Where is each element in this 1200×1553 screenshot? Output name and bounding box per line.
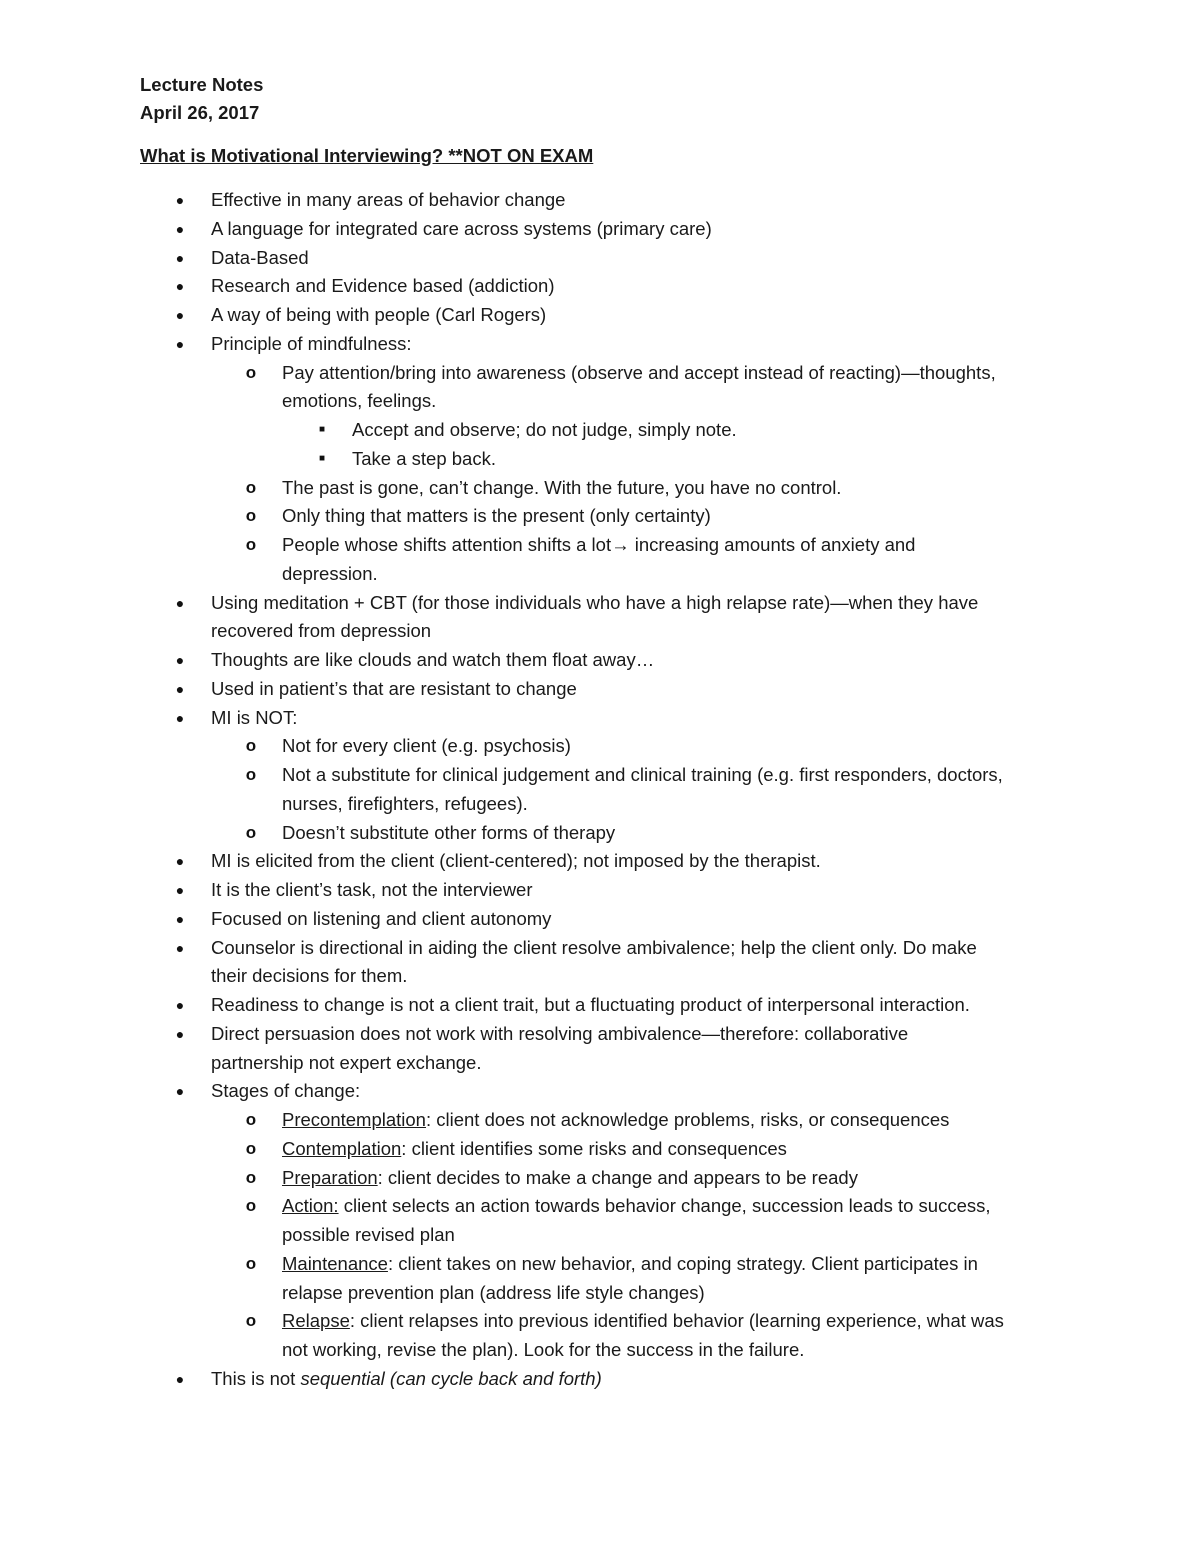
list-item-text xyxy=(282,387,436,416)
text-run: Data-Based xyxy=(211,246,309,268)
list-item xyxy=(0,732,1200,761)
bullet-marker: ● xyxy=(175,680,185,697)
bullet-marker: ● xyxy=(175,192,185,208)
text-run: emotions, feelings. xyxy=(282,390,437,412)
list-item-text xyxy=(211,330,412,359)
list-item-continuation xyxy=(0,1221,1200,1250)
list-item-continuation xyxy=(0,1049,1200,1078)
list-item xyxy=(0,905,1200,934)
list-item-text xyxy=(211,876,533,905)
text-run: : client identifies some risks and consequences xyxy=(401,1137,787,1159)
list-item xyxy=(0,215,1200,244)
list-item xyxy=(0,474,1200,503)
list-item xyxy=(0,1106,1200,1135)
text-run: : client does not acknowledge problems, risks, or consequences xyxy=(425,1109,950,1130)
list-item xyxy=(0,675,1200,704)
text-run: Focused on listening and client autonomy xyxy=(211,907,552,929)
text-run: Research and Evidence based (addiction) xyxy=(211,275,555,297)
stage-name: Action: xyxy=(282,1195,339,1217)
list-item-text xyxy=(282,359,996,388)
sub-bullet-marker: o xyxy=(245,506,257,526)
list-item-text xyxy=(352,445,496,474)
list-item xyxy=(0,1192,1200,1221)
stage-name: Preparation xyxy=(282,1166,378,1188)
text-run: Take a step back. xyxy=(352,447,496,469)
bullet-marker: ● xyxy=(175,910,185,927)
stage-name: Precontemplation xyxy=(282,1109,426,1130)
list-item-text xyxy=(211,215,712,244)
list-item xyxy=(0,1135,1200,1164)
list-item-continuation xyxy=(0,617,1200,646)
text-run: Only thing that matters is the present (only certainty) xyxy=(282,505,711,527)
list-item-continuation xyxy=(0,1279,1200,1308)
text-run: client selects an action towards behavior change, succession leads to success, xyxy=(338,1195,991,1217)
square-bullet-marker: ■ xyxy=(318,424,326,435)
list-item xyxy=(0,876,1200,905)
bullet-marker: ● xyxy=(175,853,185,870)
bullet-marker: ● xyxy=(175,278,185,295)
sub-bullet-marker: o xyxy=(245,1110,257,1129)
sub-bullet-marker: o xyxy=(245,1196,257,1216)
list-item-text xyxy=(211,301,546,330)
list-item-text xyxy=(282,1279,705,1308)
list-item-continuation xyxy=(0,962,1200,991)
text-run: Pay attention/bring into awareness (observe and accept instead of reacting)—thoughts, xyxy=(282,361,996,383)
list-item xyxy=(0,301,1200,330)
bullet-marker: ● xyxy=(175,307,185,323)
list-item xyxy=(0,416,1200,445)
list-item-text xyxy=(282,1336,804,1365)
list-item-text xyxy=(211,675,577,704)
bullet-marker: ● xyxy=(175,594,185,611)
list-item-text xyxy=(211,244,309,273)
list-item-text xyxy=(282,819,615,848)
bullet-marker: ● xyxy=(175,939,185,956)
list-item-text xyxy=(282,474,841,503)
list-item-text xyxy=(282,1192,991,1221)
list-item xyxy=(0,646,1200,675)
list-item-text xyxy=(352,416,737,445)
list-item xyxy=(0,330,1200,359)
list-item xyxy=(0,704,1200,733)
list-item-text xyxy=(282,1135,787,1164)
section-heading: What is Motivational Interviewing? **NOT ON EXAM xyxy=(140,145,594,166)
text-run: relapse prevention plan (address life style changes) xyxy=(282,1281,705,1303)
list-item-text xyxy=(282,1106,949,1135)
list-item-text xyxy=(282,790,528,819)
text-run: Accept and observe; do not judge, simply note. xyxy=(352,419,737,440)
list-item-text xyxy=(211,847,821,876)
text-run: People whose shifts attention shifts a lot→ increasing amounts of anxiety and xyxy=(282,534,916,555)
document-title: Lecture Notes xyxy=(140,74,264,95)
list-item-text xyxy=(282,1307,1004,1336)
text-run: Thoughts are like clouds and watch them float away… xyxy=(211,649,655,670)
list-item-continuation xyxy=(0,1336,1200,1365)
sub-bullet-marker: o xyxy=(245,1311,257,1331)
list-item-text xyxy=(282,560,378,589)
list-item xyxy=(0,186,1200,215)
list-item-continuation xyxy=(0,560,1200,589)
list-item-text xyxy=(282,1164,858,1193)
list-item xyxy=(0,1020,1200,1049)
list-item-text xyxy=(211,1020,908,1049)
list-item-text xyxy=(282,761,1003,790)
list-item xyxy=(0,244,1200,273)
list-item-text xyxy=(282,732,571,761)
list-item xyxy=(0,1365,1200,1394)
list-item-text xyxy=(211,991,970,1020)
sub-bullet-marker: o xyxy=(245,1138,257,1158)
text-run: their decisions for them. xyxy=(211,965,408,987)
sub-bullet-marker: o xyxy=(245,765,257,784)
bullet-marker: ● xyxy=(175,1025,185,1042)
list-item xyxy=(0,272,1200,301)
list-item xyxy=(0,1164,1200,1193)
list-item xyxy=(0,589,1200,618)
document-date: April 26, 2017 xyxy=(140,102,260,123)
list-item-text xyxy=(211,1049,481,1078)
list-item-text xyxy=(211,617,431,646)
list-item xyxy=(0,502,1200,531)
bullet-marker: ● xyxy=(175,1083,185,1100)
text-run: recovered from depression xyxy=(211,620,432,642)
sub-bullet-marker: o xyxy=(245,1253,257,1273)
list-item-text xyxy=(282,1250,978,1279)
list-item-text xyxy=(282,502,711,531)
sub-bullet-marker: o xyxy=(245,736,257,756)
bullet-marker: ● xyxy=(175,335,185,352)
text-run: Used in patient’s that are resistant to change xyxy=(211,677,577,699)
text-run: Readiness to change is not a client trait, but a fluctuating product of interpersonal interaction. xyxy=(211,994,970,1015)
list-item xyxy=(0,991,1200,1020)
list-item xyxy=(0,819,1200,848)
list-item xyxy=(0,847,1200,876)
text-run: Using meditation + CBT (for those individuals who have a high relapse rate)—when they have xyxy=(211,591,979,613)
list-item xyxy=(0,359,1200,388)
list-item-text xyxy=(211,186,565,215)
stage-name: Contemplation xyxy=(282,1137,402,1159)
list-item-text xyxy=(211,1077,360,1106)
sub-bullet-marker: o xyxy=(245,477,257,497)
text-run: Not for every client (e.g. psychosis) xyxy=(282,735,571,757)
bullet-marker: ● xyxy=(175,882,185,898)
text-run: A language for integrated care across systems (primary care) xyxy=(211,217,712,239)
list-item xyxy=(0,1307,1200,1336)
list-item-text xyxy=(211,646,654,675)
list-item-continuation xyxy=(0,790,1200,819)
text-run: This is not xyxy=(211,1367,301,1389)
notes-list xyxy=(0,186,1200,1394)
bullet-marker: ● xyxy=(175,997,185,1013)
text-run: : client relapses into previous identified behavior (learning experience, what was xyxy=(349,1310,1004,1332)
bullet-marker: ● xyxy=(175,652,185,668)
sub-bullet-marker: o xyxy=(245,1167,257,1187)
list-item-continuation xyxy=(0,387,1200,416)
list-item xyxy=(0,531,1200,560)
text-run: not working, revise the plan). Look for the success in the failure. xyxy=(282,1339,805,1360)
list-item-text xyxy=(282,531,915,560)
stage-name: Relapse xyxy=(282,1310,350,1332)
text-run: It is the client’s task, not the interviewer xyxy=(211,879,533,900)
text-run: Not a substitute for clinical judgement and clinical training (e.g. first responders, doctors, xyxy=(282,764,1003,785)
text-run: : client decides to make a change and appears to be ready xyxy=(377,1166,858,1188)
text-run: MI is NOT: xyxy=(211,706,298,728)
text-run: Effective in many areas of behavior change xyxy=(211,189,566,210)
list-item-text xyxy=(211,962,407,991)
list-item xyxy=(0,1250,1200,1279)
list-item xyxy=(0,445,1200,474)
text-run: possible revised plan xyxy=(282,1224,455,1245)
stage-name: Maintenance xyxy=(282,1252,388,1274)
list-item-text xyxy=(211,1365,602,1394)
bullet-marker: ● xyxy=(175,709,185,726)
bullet-marker: ● xyxy=(175,249,185,266)
bullet-marker: ● xyxy=(175,1370,185,1387)
list-item-text xyxy=(211,589,978,618)
list-item xyxy=(0,761,1200,790)
text-run: nurses, firefighters, refugees). xyxy=(282,792,528,814)
sub-bullet-marker: o xyxy=(245,822,257,842)
square-bullet-marker: ■ xyxy=(318,452,326,464)
text-run: Stages of change: xyxy=(211,1080,361,1102)
list-item-text xyxy=(211,905,551,934)
list-item xyxy=(0,934,1200,963)
sub-bullet-marker: o xyxy=(245,362,257,382)
text-run: Counselor is directional in aiding the client resolve ambivalence; help the client only. Do make xyxy=(211,936,977,958)
text-run: Doesn’t substitute other forms of therapy xyxy=(282,821,616,843)
text-run: MI is elicited from the client (client-centered); not imposed by the therapist. xyxy=(211,850,821,872)
list-item-text xyxy=(211,272,555,301)
list-item-text xyxy=(211,934,977,963)
text-run: : client takes on new behavior, and coping strategy. Client participates in xyxy=(387,1252,978,1274)
list-item-text xyxy=(282,1221,455,1250)
sub-bullet-marker: o xyxy=(245,535,257,554)
text-run: depression. xyxy=(282,562,378,584)
emphasis-text: sequential (can cycle back and forth) xyxy=(300,1367,602,1389)
text-run: Principle of mindfulness: xyxy=(211,332,412,354)
list-item-text xyxy=(211,704,297,733)
bullet-marker: ● xyxy=(175,220,185,237)
text-run: A way of being with people (Carl Rogers) xyxy=(211,304,547,325)
text-run: partnership not expert exchange. xyxy=(211,1051,482,1073)
text-run: The past is gone, can’t change. With the future, you have no control. xyxy=(282,476,842,498)
list-item xyxy=(0,1077,1200,1106)
text-run: Direct persuasion does not work with resolving ambivalence—therefore: collaborative xyxy=(211,1022,909,1044)
